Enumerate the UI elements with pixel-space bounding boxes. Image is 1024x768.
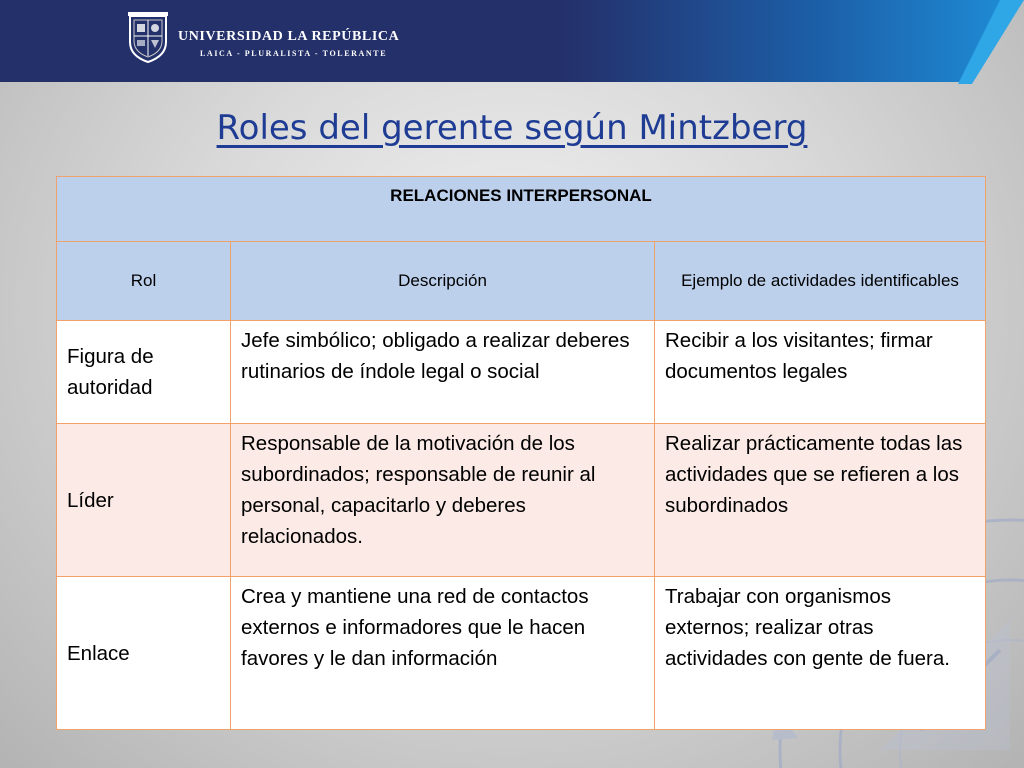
university-name: UNIVERSIDAD LA REPÚBLICA: [178, 29, 400, 44]
section-header-cell: [57, 177, 986, 242]
column-header-descripcion: Descripción: [231, 242, 655, 321]
cell-ejemplo: Realizar prácticamente todas las actividades que se refieren a los subordinados: [655, 424, 986, 577]
cell-ejemplo: Recibir a los visitantes; firmar documentos legales: [655, 321, 986, 424]
cell-rol: Figura de autoridad: [57, 321, 231, 424]
column-header-ejemplo: Ejemplo de actividades identificables: [655, 242, 986, 321]
cell-rol: Líder: [57, 424, 231, 577]
cell-rol: Enlace: [57, 577, 231, 730]
column-header-rol: Rol: [57, 242, 231, 321]
roles-table: [56, 176, 986, 730]
cell-ejemplo: Trabajar con organismos externos; realizar otras actividades con gente de fuera.: [655, 577, 986, 730]
university-motto: LAICA - PLURALISTA - TOLERANTE: [200, 49, 388, 58]
slide-title: Roles del gerente según Mintzberg: [216, 108, 808, 148]
cell-descripcion: Responsable de la motivación de los subordinados; responsable de reunir al personal, capacitarlo y deberes relacionados.: [231, 424, 655, 577]
table-column-header-row: [57, 242, 986, 321]
cell-descripcion: Crea y mantiene una red de contactos externos e informadores que le hacen favores y le dan información: [231, 577, 655, 730]
cell-descripcion: Jefe simbólico; obligado a realizar deberes rutinarios de índole legal o social: [231, 321, 655, 424]
table-section-header-row: [57, 177, 986, 242]
section-header-label: RELACIONES INTERPERSONAL: [390, 186, 652, 205]
university-crest-icon: [126, 12, 170, 64]
table-row: [57, 321, 986, 424]
table-row: [57, 424, 986, 577]
table-row: [57, 577, 986, 730]
